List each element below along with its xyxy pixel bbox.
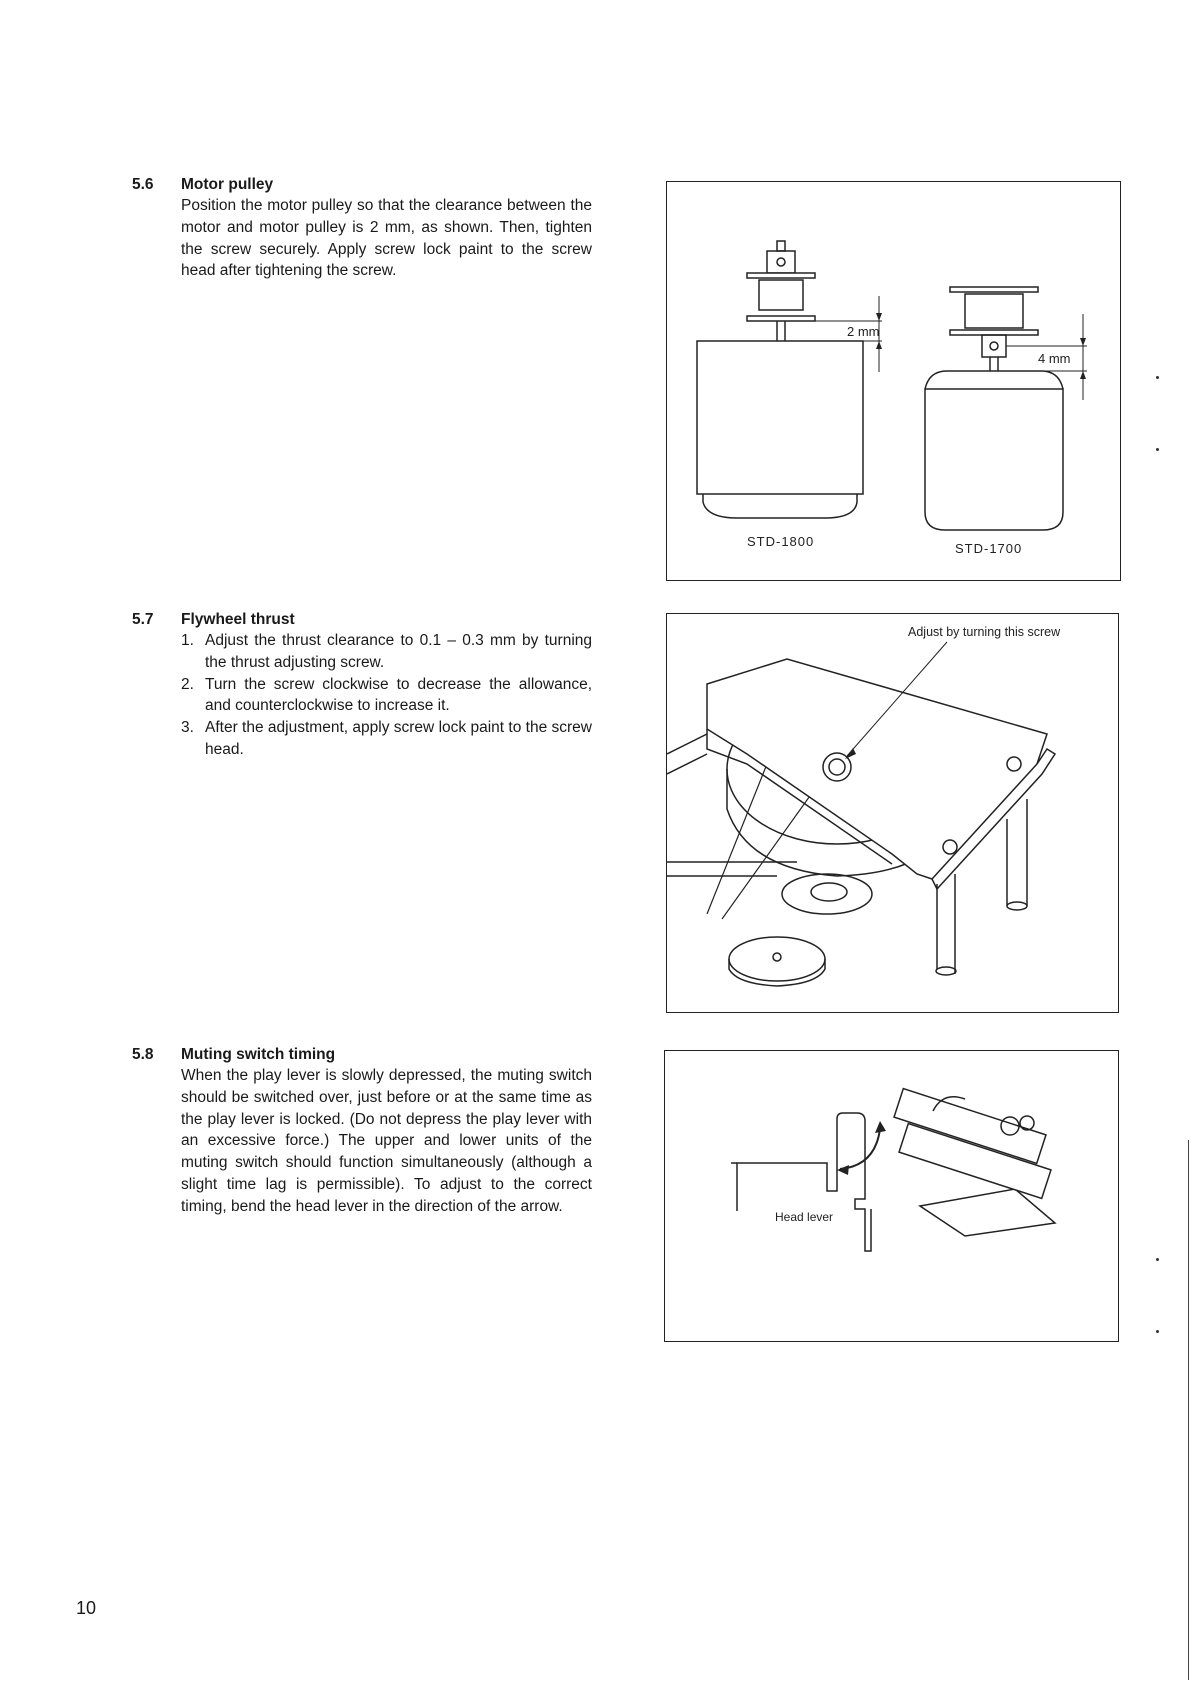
step-text: Turn the screw clockwise to decrease the allowance, and counterclockwise to increase it. xyxy=(205,675,592,715)
section-paragraph: Position the motor pulley so that the clearance between the motor and motor pulley is 2 mm, as shown. Then, tighten the screw securely. Apply screw lock paint to the screw head after tightening the screw. xyxy=(181,197,592,280)
step-text: Adjust the thrust clearance to 0.1 – 0.3 mm by turning the thrust adjusting screw. xyxy=(205,632,592,671)
section-number: 5.6 xyxy=(132,176,154,193)
section-muting-switch xyxy=(132,1045,592,1218)
section-title: Motor pulley xyxy=(181,176,274,193)
figure-flywheel-thrust xyxy=(666,613,1119,1013)
section-motor-pulley xyxy=(132,175,592,282)
motor-pulley-drawing xyxy=(667,182,1122,582)
list-item xyxy=(181,674,592,718)
figure-motor-pulley xyxy=(666,181,1121,581)
idler-pulley xyxy=(729,937,825,981)
list-item xyxy=(181,630,592,674)
section-number: 5.8 xyxy=(132,1046,154,1063)
steps-list xyxy=(181,630,592,761)
section-heading xyxy=(132,175,592,195)
section-heading xyxy=(132,1045,592,1065)
model-label-std-1700: STD-1700 xyxy=(955,541,1023,556)
step-number: 2. xyxy=(181,675,194,693)
head-lever xyxy=(737,1113,871,1251)
muting-switch-drawing xyxy=(665,1051,1120,1343)
head-lever-label: Head lever xyxy=(775,1210,834,1224)
section-flywheel-thrust xyxy=(132,610,592,761)
section-body xyxy=(181,195,592,282)
callout-label: Adjust by turning this screw xyxy=(908,625,1061,639)
section-paragraph: When the play lever is slowly depressed, the muting switch should be switched over, just before or at the same time as the play lever is locked. (Do not depress the play lever with an excessive force.) The upper and lower units of the muting switch should function simultaneously (although a slight time lag is permissible). To adjust to the correct timing, bend the head lever in the direction of the arrow. xyxy=(181,1067,592,1215)
clearance-label-left: 2 mm xyxy=(847,324,880,339)
scan-mark xyxy=(1156,376,1159,379)
std-1700-motor xyxy=(925,287,1087,530)
page-number: 10 xyxy=(76,1598,97,1618)
scan-mark xyxy=(1156,1258,1159,1261)
scan-mark xyxy=(1156,448,1159,451)
step-number: 3. xyxy=(181,719,194,737)
step-text: After the adjustment, apply screw lock paint to the screw head. xyxy=(205,719,592,758)
section-title: Muting switch timing xyxy=(181,1046,336,1063)
spindle-pulley xyxy=(782,874,872,914)
section-title: Flywheel thrust xyxy=(181,611,295,628)
scan-edge xyxy=(1188,1140,1189,1680)
figure-muting-switch xyxy=(664,1050,1119,1342)
std-1800-motor xyxy=(697,241,882,518)
model-label-std-1800: STD-1800 xyxy=(747,534,815,549)
clearance-label-right: 4 mm xyxy=(1038,351,1071,366)
step-number: 1. xyxy=(181,632,194,649)
section-heading xyxy=(132,610,592,630)
section-body xyxy=(181,1065,592,1218)
thrust-bracket xyxy=(707,659,1047,879)
scan-mark xyxy=(1156,1330,1159,1333)
list-item xyxy=(181,717,592,761)
section-number: 5.7 xyxy=(132,611,154,628)
flywheel-drawing xyxy=(667,614,1120,1014)
